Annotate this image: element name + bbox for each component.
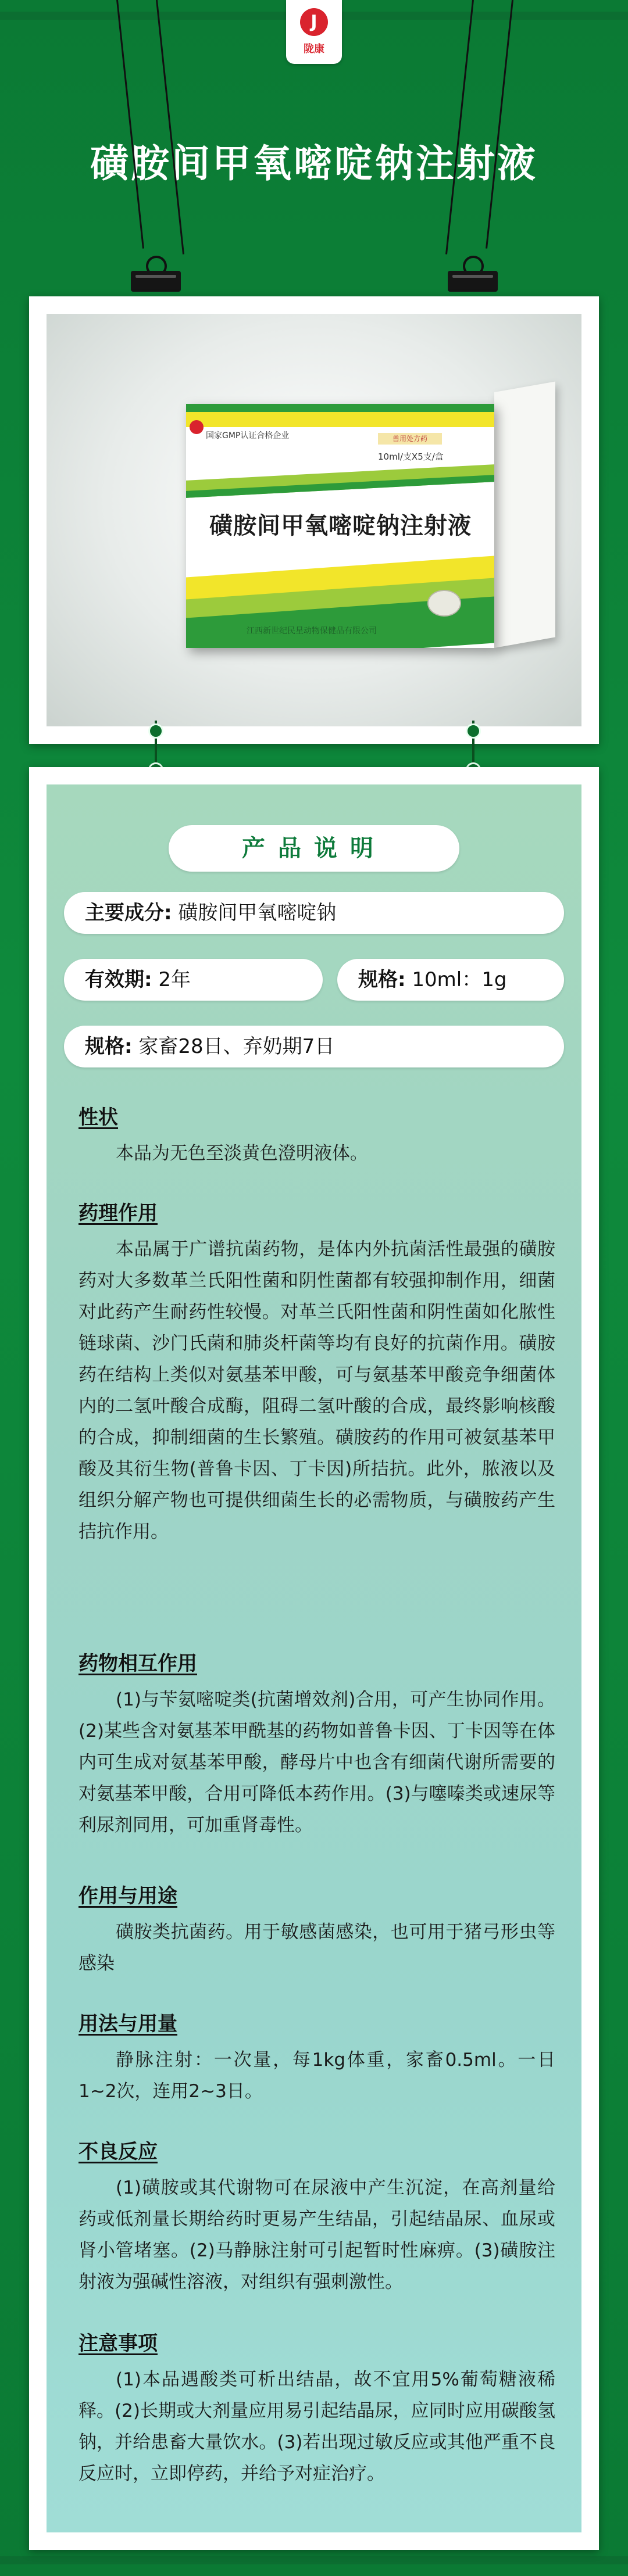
pin-icon bbox=[466, 723, 481, 739]
brand-logo bbox=[286, 0, 342, 64]
section-title: 性状 bbox=[78, 1106, 118, 1129]
section-title: 不良反应 bbox=[78, 2140, 158, 2163]
section-body: 静脉注射：一次量，每1kg体重，家畜0.5ml。一日1~2次，连用2~3日。 bbox=[78, 2050, 555, 2102]
validity-value: 2年 bbox=[158, 968, 191, 991]
section-nature bbox=[78, 1101, 555, 1169]
spec-value: 10ml：1g bbox=[412, 968, 507, 991]
section-interaction bbox=[78, 1647, 555, 1841]
box-company-text: 江西新世纪民星动物保健品有限公司 bbox=[247, 626, 377, 636]
section-title: 用法与用量 bbox=[78, 2012, 177, 2036]
withdrawal-pill bbox=[64, 1026, 564, 1067]
section-body: (1)磺胺或其代谢物可在尿液中产生沉淀，在高剂量给药或低剂量长期给药时更易产生结晶，引起结晶尿、血尿或肾小管堵塞。(2)马静脉注射可引起暂时性麻痹。(3)磺胺注射液为强碱性溶液，对组织有强刺激性。 bbox=[78, 2177, 555, 2292]
hanging-string bbox=[156, 0, 184, 255]
section-dosage bbox=[78, 2008, 555, 2107]
spec-pill bbox=[337, 959, 564, 1001]
ingredient-value: 磺胺间甲氧嘧啶钠 bbox=[178, 901, 337, 925]
page-title: 磺胺间甲氧嘧啶钠注射液 bbox=[90, 141, 538, 186]
hanging-string bbox=[486, 0, 513, 249]
animal-icon bbox=[427, 590, 461, 617]
validity-label: 有效期: bbox=[85, 968, 152, 991]
box-spec-text: 10ml/支X5支/盒 bbox=[378, 452, 444, 462]
product-photo bbox=[47, 314, 581, 726]
product-box bbox=[186, 392, 472, 642]
section-indication bbox=[78, 1880, 555, 1979]
withdrawal-label: 规格: bbox=[85, 1035, 133, 1058]
section-body: 本品为无色至淡黄色澄明液体。 bbox=[116, 1143, 368, 1164]
binder-clip-icon bbox=[448, 256, 498, 292]
section-body: 本品属于广谱抗菌药物，是体内外抗菌活性最强的磺胺药对大多数革兰氏阳性菌和阴性菌都有较强抑制作用，细菌对此药产生耐药性较慢。对革兰氏阳性菌和阴性菌如化脓性链球菌、沙门氏菌和肺炎杆菌等均有良好的抗菌作用。磺胺药在结构上类似对氨基苯甲酸，可与氨基苯甲酸竞争细菌体内的二氢叶酸合成酶，阻碍二氢叶酸的合成，最终影响核酸的合成，抑制细菌的生长繁殖。磺胺药的作用可被氨基苯甲酸及其衍生物(普鲁卡因、丁卡因)所拮抗。此外，脓液以及组织分解产物也可提供细菌生长的必需物质，与磺胺药产生拮抗作用。 bbox=[78, 1239, 555, 1542]
product-image-frame bbox=[29, 296, 599, 744]
section-title: 注意事项 bbox=[78, 2332, 158, 2355]
section-notes bbox=[78, 2327, 555, 2489]
panel-heading: 产品说明 bbox=[169, 825, 459, 872]
info-panel-frame bbox=[29, 767, 599, 2550]
box-side-panel bbox=[494, 381, 555, 648]
box-front-panel bbox=[186, 404, 494, 648]
pin-icon bbox=[148, 723, 163, 739]
hanging-string bbox=[445, 0, 474, 255]
section-title: 药理作用 bbox=[78, 1202, 158, 1225]
brand-mark-icon: J bbox=[300, 8, 328, 36]
ingredient-pill bbox=[64, 892, 564, 934]
ingredient-label: 主要成分: bbox=[85, 901, 172, 925]
section-adverse bbox=[78, 2136, 555, 2298]
section-body: (1)本品遇酸类可析出结晶，故不宜用5%葡萄糖液稀释。(2)长期或大剂量应用易引起结晶尿，应同时应用碳酸氢钠，并给患畜大量饮水。(3)若出现过敏反应或其他严重不良反应时，立即停药，并给予对症治疗。 bbox=[78, 2369, 555, 2484]
hanging-string bbox=[116, 0, 144, 249]
section-pharmacology bbox=[78, 1197, 555, 1547]
decor-stripe bbox=[0, 2556, 628, 2564]
brand-logo-text: 陇康 bbox=[304, 43, 324, 55]
section-title: 药物相互作用 bbox=[78, 1652, 197, 1675]
box-product-name: 磺胺间甲氧嘧啶钠注射液 bbox=[209, 513, 472, 539]
info-panel bbox=[47, 784, 581, 2532]
section-title: 作用与用途 bbox=[78, 1884, 177, 1908]
box-gmp-text: 国家GMP认证合格企业 bbox=[206, 431, 290, 440]
validity-pill bbox=[64, 959, 323, 1001]
box-rx-tag: 兽用处方药 bbox=[378, 433, 442, 445]
box-brand-icon bbox=[190, 420, 204, 434]
section-body: (1)与苄氨嘧啶类(抗菌增效剂)合用，可产生协同作用。(2)某些含对氨基苯甲酰基的药物如普鲁卡因、丁卡因等在体内可生成对氨基苯甲酸，酵母片中也含有细菌代谢所需要的对氨基苯甲酸，合用可降低本药作用。(3)与噻嗪类或速尿等利尿剂同用，可加重肾毒性。 bbox=[78, 1689, 555, 1836]
spec-label: 规格: bbox=[358, 968, 406, 991]
section-body: 磺胺类抗菌药。用于敏感菌感染，也可用于猪弓形虫等感染 bbox=[78, 1922, 555, 1974]
withdrawal-value: 家畜28日、弃奶期7日 bbox=[138, 1035, 335, 1058]
binder-clip-icon bbox=[131, 256, 181, 292]
